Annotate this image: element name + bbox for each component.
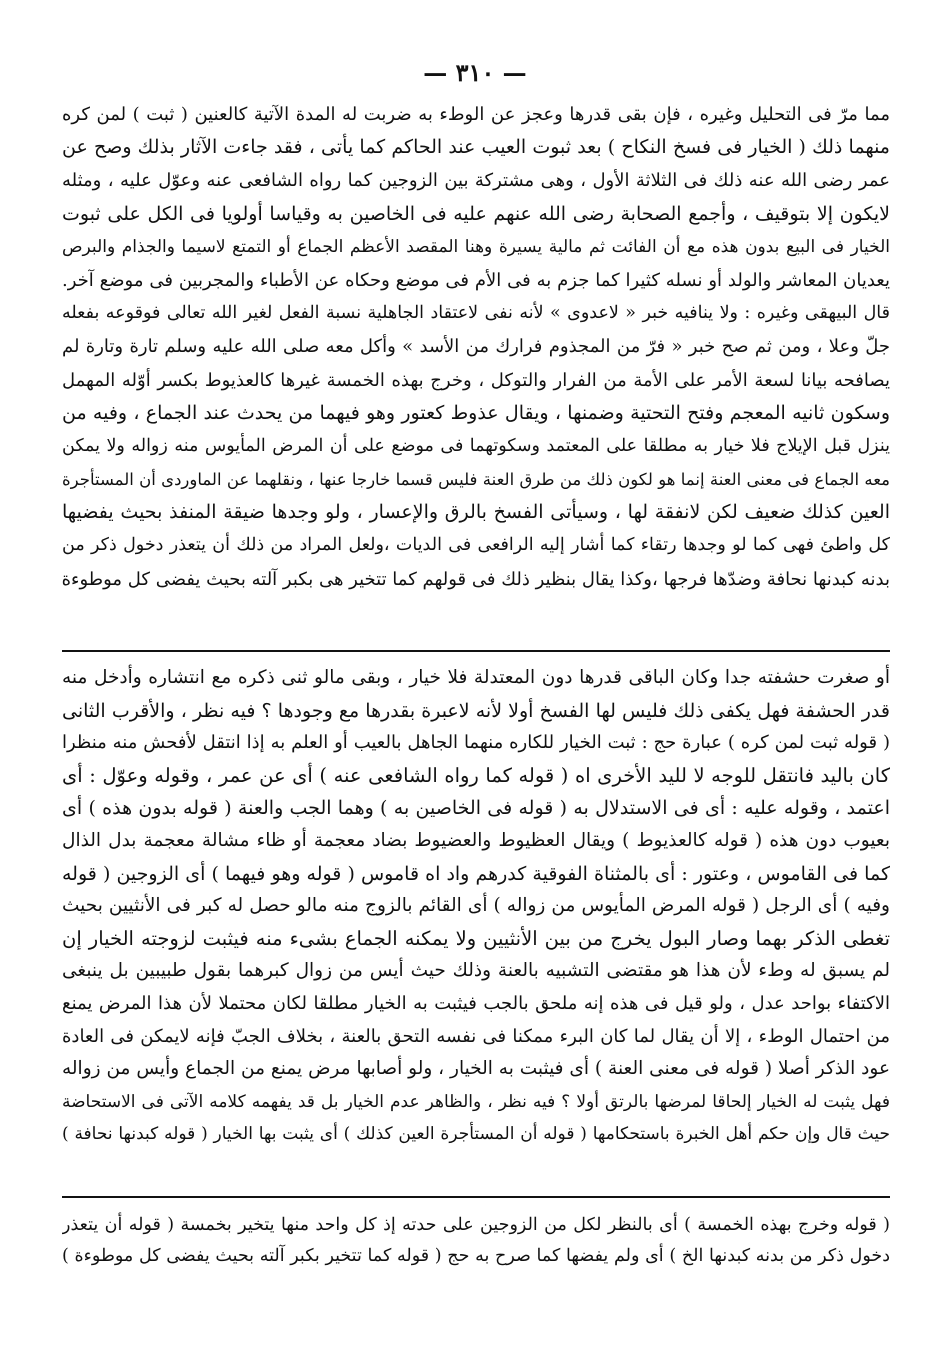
footnote-line: فهل يثبت له الخيار إلحاقا لمرضها بالرتق أولا ؟ فيه نظر ، والظاهر عدم الخيار بل قد يفهمه كلامه الآتى فى الاستحاضة [62,1091,890,1112]
footnote-line: الاكتفاء بواحد عدل ، ولو قيل فى هذه إنه ملحق بالجب فيثبت به الخيار مطلقا لكان محتملا لأن هذا المرض يمنع [62,992,890,1014]
text-line: لايكون إلا بتوقيف ، وأجمع الصحابة رضى الله عنهم عليه فى الخاصين به وقياسا أولويا فى الكل على ثبوت [62,202,890,225]
footnote-line: قدر الحشفة فهل يكفى ذلك فليس لها الفسخ أولا لأنه لاعبرة بقدرها مع وجودها ؟ فيه نظر ، والأقرب الثانى [62,699,890,722]
footnotes-section [62,662,890,1151]
text-line: قال البيهقى وغيره : ولا ينافيه خبر « لاعدوى » لأنه نفى لاعتقاد الجاهلية نسبة الفعل لغير الله تعالى فوقوعه بفعله [62,303,890,324]
text-line: العين كذلك ضعيف لكن لانفقة لها ، وسيأتى الفسخ بالرق والإعسار ، ولو وجدها ضيقة المنفذ بحيث يفضيها [62,501,890,524]
text-line: معه الجماع فى معنى العنة إنما هو لكون ذلك من طرق العنة فليس قسما خارجا عنها ، ونقلهما عن الماوردى أن المستأجرة [62,470,890,490]
footnote-line: دخول ذكر من بدنه كبدنها الخ ) أى ولم يفضها كما صرح به حج ( قوله كما تتخير بكبر آلته بحيث يفضى كل موطوءة ) [62,1246,890,1266]
text-line: منهما ذلك ( الخيار فى فسخ النكاح ) بعد ثبوت العيب عند الحاكم كما يأتى ، فقد جاءت الآثار بذلك وصح عن [62,136,890,159]
text-line: يصافحه بيانا لسعة الأمر على الأمة من الفرار والتوكل ، وخرج بهذه الخمسة غيرها كالعذيوط بكسر أوّله المهمل [62,369,890,391]
footnote-line: وفيه ) أى الرجل ( قوله المرض المأيوس من زواله ) أى القائم بالزوج منه مالو حصل له كبر فى الأنثيين بحيث [62,895,890,917]
text-line: ينزل قبل الإيلاج فلا خيار به مطلقا على المعتمد وسكوتهما فى موضع على أن المرض المأيوس منه زواله ولا يمكن [62,435,890,456]
footnote-line: حيث قال وإن حكم أهل الخبرة باستحكامها ( قوله أن المستأجرة العين كذلك ) أى يثبت بها الخيار ( قوله كبدنها نحافة ) [62,1124,890,1145]
text-line: يعديان المعاشر والولد أو نسله كثيرا كما جزم به فى الأم فى موضع وحكاه عن الأطباء والمجربين فى موضع آخر. [62,269,890,291]
text-line: الخيار فى البيع بدون هذه مع أن الفائت ثم مالية يسيرة وهنا المقصد الأعظم الجماع أو التمتع لاسيما والجذام والبرص [62,236,890,257]
footnote-line: كما فى القاموس ، وعتور : أى بالمثناة الفوقية كدرهم واد اه قاموس ( قوله وهو فيهما ) أى الزوجين ( قوله [62,862,890,885]
footnote-line: ( قوله ثبت لمن كره ) عبارة حج : ثبت الخيار للكاره منهما الجاهل بالعيب أو العلم به إذا انتقل لأفحش منه منظرا [62,732,890,754]
main-text [62,98,890,596]
footnote-line: كان باليد فانتقل للوجه لا لليد الأخرى اه ( قوله كما رواه الشافعى عنه ) أى عن عمر ، وقوله وعوّل : أى [62,763,890,787]
text-line: وسكون ثانيه المعجم وفتح التحتية وضمنها ، ويقال عذوط كعتور وهو فيهما من يحدث عند الجماع ، وفيه من [62,401,890,424]
footnote-line: اعتمد ، وقوله عليه : أى فى الاستدلال به ( قوله فى الخاصين به ) وهما الجب والعنة ( قوله بدون هذه ) أى [62,797,890,820]
text-line: كل واطئ فهى كما لو وجدها رتقاء كما أشار إليه الرافعى فى الديات ،ولعل المراد من ذلك أن يتعذر دخول ذكر من [62,535,890,556]
footnote-divider [62,650,890,652]
footnote-line: عود الذكر أصلا ( قوله فى معنى العنة ) أى فيثبت به الخيار ، ولو أصابها مرض يمنع من الجماع وأيس من زواله [62,1058,890,1080]
text-line: عمر رضى الله عنه ذلك فى الثلاثة الأول ، وهى مشتركة بين الزوجين كما رواه الشافعى عنه وعوّل عليه ، ومثله [62,170,890,192]
page-number: — ٣١٠ — [423,58,527,87]
footnote-line: أو صغرت حشفته جدا وكان الباقى قدرها دون المعتدلة فلا خيار ، وبقى مالو ثنى ذكره مع انتشاره وأدخل منه [62,667,890,688]
footnote-line: ( قوله وخرج بهذه الخمسة ) أى بالنظر لكل من الزوجين على حدته إذ كل واحد منها يتخير بخمسة ( قوله أن يتعذر [62,1215,890,1235]
text-line: بدنه كبدنها نحافة وضدّها فرجها ،وكذا يقال بنظير ذلك فى قولهم كما تتخير هى بكبر آلته بحيث يفضى كل موطوءة [62,568,890,590]
footnote-line: بعيوب دون هذه ( قوله كالعذيوط ) ويقال العظيوط والعضيوط بضاد معجمة أو ظاء مشالة معجمة بدل الذال [62,829,890,851]
footnote-line: لم يسبق له وطء لأن هذا هو مقتضى التشبيه بالعنة وذلك حيث أيس من زوال كبرهما بقول طبيبين بل ينبغى [62,960,890,982]
secondary-footnote-divider [62,1196,890,1198]
footnote-line: من احتمال الوطء ، إلا أن يقال لما كان البرء ممكنا فى نفسه التحق بالعنة ، بخلاف الجبّ فإنه لايمكن فى العادة [62,1025,890,1047]
footnote-line: تغطى الذكر بهما وصار البول يخرج من بين الأنثيين ولا يمكنه الجماع بشىء منه فيثبت لزوجته الخيار إن [62,926,890,950]
text-line: مما مرّ فى التحليل وغيره ، فإن بقى قدرها وعجز عن الوطء به ضربت له المدة الآتية كالعنين ( ثبت ) لمن كره [62,104,890,125]
secondary-footnotes-section [62,1210,890,1272]
text-line: جلّ وعلا ، ومن ثم صح خبر « فرّ من المجذوم فرارك من الأسد » وأكل معه صلى الله عليه وسلم تارة وتارة لم [62,336,890,358]
